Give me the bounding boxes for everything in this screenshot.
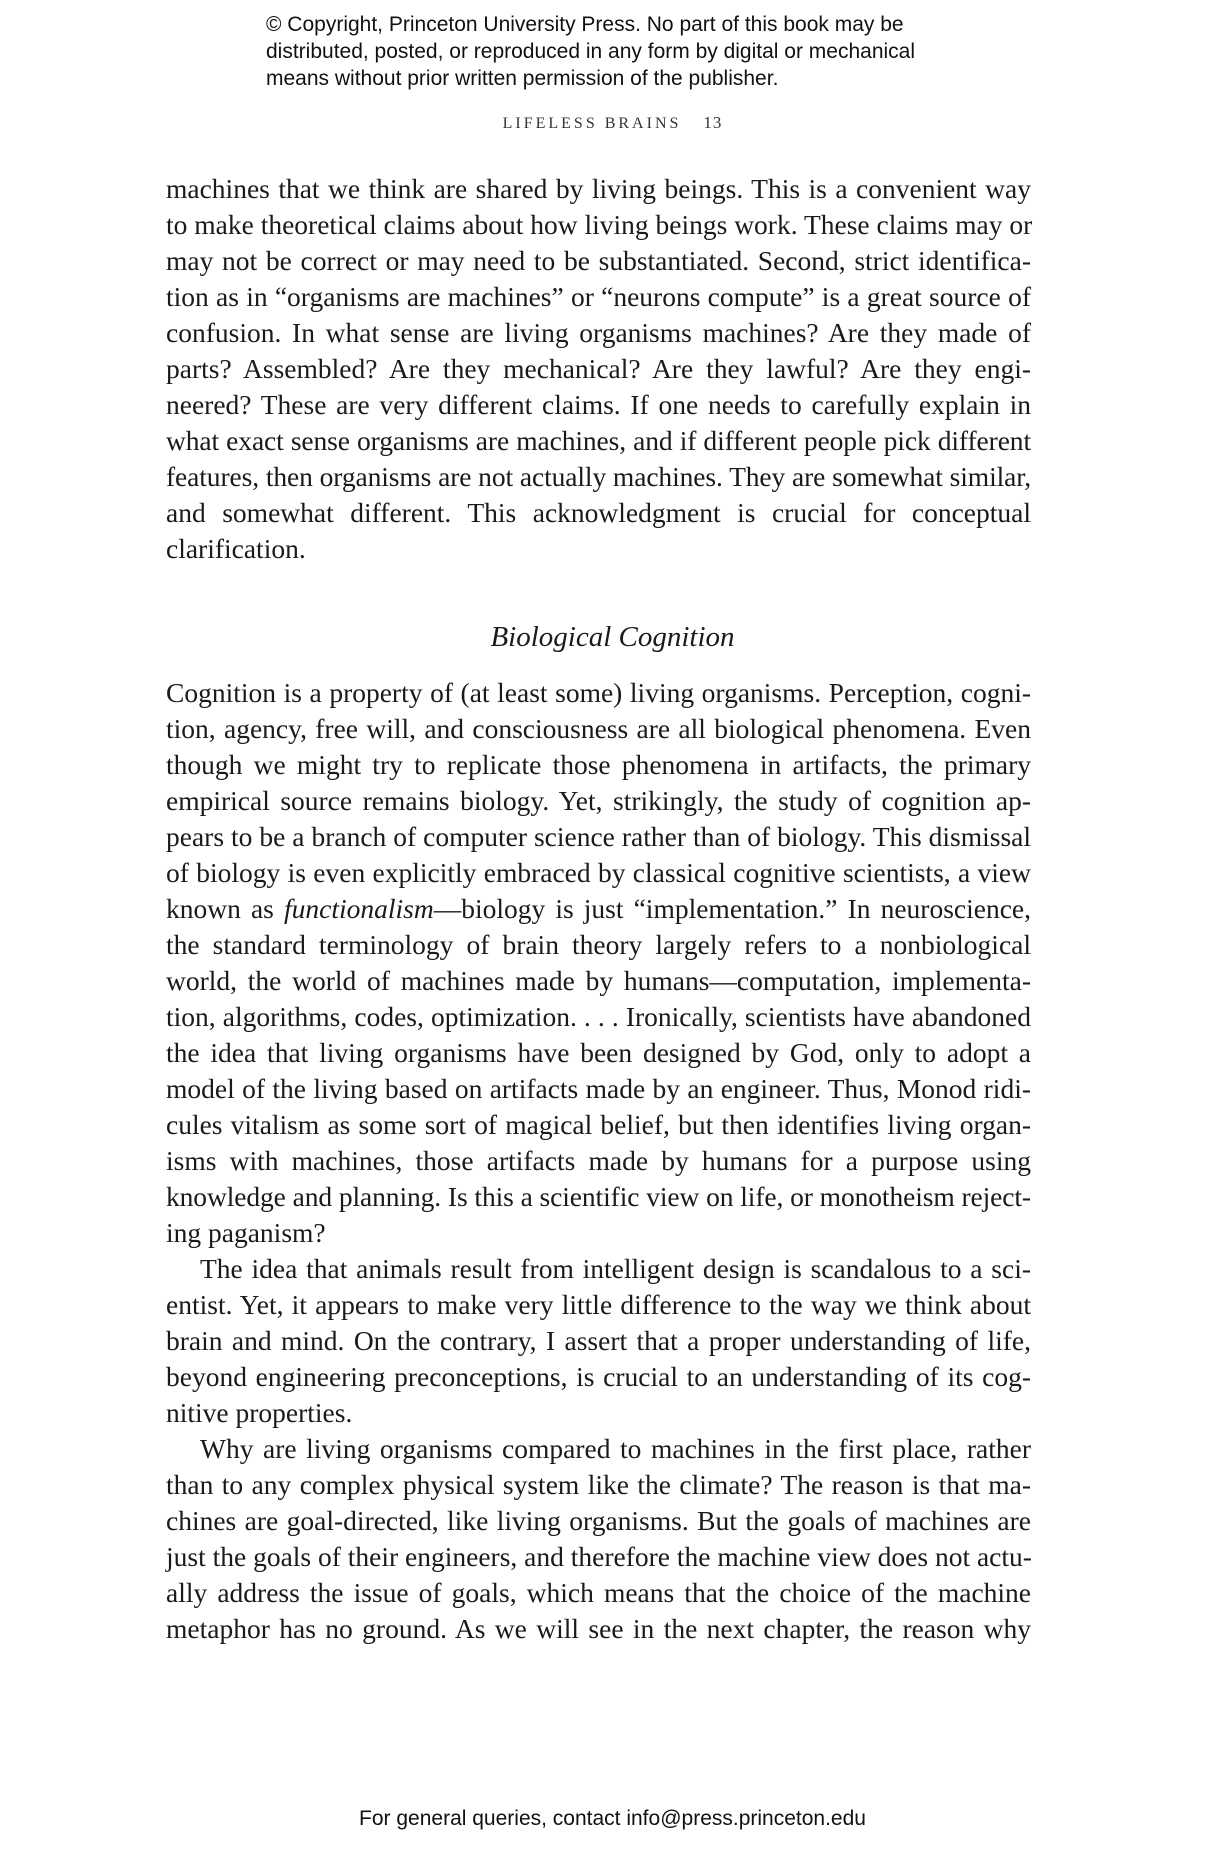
text-line: to make theoretical claims about how living beings work. These claims may or — [166, 209, 1033, 240]
text-line: world, the world of machines made by humans—computation, implementa- — [166, 965, 1031, 996]
text-line: Cognition is a property of (at least some) living organisms. Perception, cogni- — [166, 677, 1031, 708]
paragraph-3 — [166, 1431, 1031, 1647]
emphasized-term: functionalism — [283, 893, 434, 924]
text-line: than to any complex physical system like the climate? The reason is that ma- — [166, 1469, 1031, 1500]
text-line: nitive properties. — [166, 1397, 353, 1428]
text-line: what exact sense organisms are machines, and if different people pick different — [166, 425, 1031, 456]
text-line: metaphor has no ground. As we will see in the next chapter, the reason why — [166, 1613, 1031, 1644]
text-line: the standard terminology of brain theory largely refers to a nonbiological — [166, 929, 1031, 960]
copyright-line: © Copyright, Princeton University Press. No part of this book may be — [266, 13, 904, 36]
text-line: clarification. — [166, 533, 306, 564]
paragraph-2 — [166, 1251, 1031, 1431]
continued-paragraph — [166, 171, 1031, 567]
section-heading: Biological Cognition — [490, 621, 735, 653]
text-line: beyond engineering preconceptions, is crucial to an understanding of its cog- — [166, 1361, 1031, 1392]
section-body — [166, 675, 1031, 1647]
page-number: 13 — [703, 113, 723, 132]
text-line: ing paganism? — [166, 1217, 326, 1248]
text-line: model of the living based on artifacts made by an engineer. Thus, Monod ridi- — [166, 1073, 1031, 1104]
text-line: of biology is even explicitly embraced by classical cognitive scientists, a view — [166, 857, 1031, 888]
text-line: just the goals of their engineers, and therefore the machine view does not actu- — [166, 1541, 1032, 1572]
text-line: machines that we think are shared by living beings. This is a convenient way — [166, 173, 1031, 204]
text-line: tion as in “organisms are machines” or “neurons compute” is a great source of — [166, 281, 1031, 312]
text-line: confusion. In what sense are living organisms machines? Are they made of — [166, 317, 1031, 348]
text-line: though we might try to replicate those phenomena in artifacts, the primary — [166, 749, 1031, 780]
text-line: and somewhat different. This acknowledgment is crucial for conceptual — [166, 497, 1031, 528]
text-line: neered? These are very different claims. If one needs to carefully explain in — [166, 389, 1031, 420]
running-head-title: LIFELESS BRAINS — [502, 115, 682, 132]
running-head — [0, 113, 1225, 133]
text-line: may not be correct or may need to be substantiated. Second, strict identifica- — [166, 245, 1031, 276]
text-line: isms with machines, those artifacts made by humans for a purpose using — [166, 1145, 1031, 1176]
text-line: knowledge and planning. Is this a scientific view on life, or monotheism reject- — [166, 1181, 1031, 1212]
text-line: features, then organisms are not actually machines. They are somewhat similar, — [166, 461, 1031, 492]
paragraph-1 — [166, 675, 1031, 1251]
text-line: ally address the issue of goals, which means that the choice of the machine — [166, 1577, 1031, 1608]
text-line: Why are living organisms compared to machines in the first place, rather — [200, 1433, 1031, 1464]
copyright-line: means without prior written permission of the publisher. — [266, 67, 779, 90]
copyright-notice — [266, 11, 1026, 92]
text-line: pears to be a branch of computer science rather than of biology. This dismissal — [166, 821, 1031, 852]
text-line: cules vitalism as some sort of magical belief, but then identifies living organ- — [166, 1109, 1031, 1140]
text-line: brain and mind. On the contrary, I assert that a proper understanding of life, — [166, 1325, 1031, 1356]
footer-contact: For general queries, contact info@press.princeton.edu — [359, 1807, 866, 1830]
text-line: the idea that living organisms have been designed by God, only to adopt a — [166, 1037, 1031, 1068]
text-line: tion, agency, free will, and consciousness are all biological phenomena. Even — [166, 713, 1031, 744]
line-prefix: known as — [166, 893, 284, 924]
text-line: empirical source remains biology. Yet, strikingly, the study of cognition ap- — [166, 785, 1031, 816]
text-line: parts? Assembled? Are they mechanical? Are they lawful? Are they engi- — [166, 353, 1031, 384]
line-suffix: —biology is just “implementation.” In neuroscience, — [433, 893, 1031, 924]
text-line: chines are goal-directed, like living organisms. But the goals of machines are — [166, 1505, 1031, 1536]
text-line: The idea that animals result from intelligent design is scandalous to a sci- — [200, 1253, 1031, 1284]
text-line: entist. Yet, it appears to make very little difference to the way we think about — [166, 1289, 1031, 1320]
copyright-line: distributed, posted, or reproduced in any form by digital or mechanical — [266, 40, 916, 63]
text-line: tion, algorithms, codes, optimization. . . . Ironically, scientists have abandoned — [166, 1001, 1031, 1032]
text-line-with-emphasis — [166, 891, 1031, 927]
